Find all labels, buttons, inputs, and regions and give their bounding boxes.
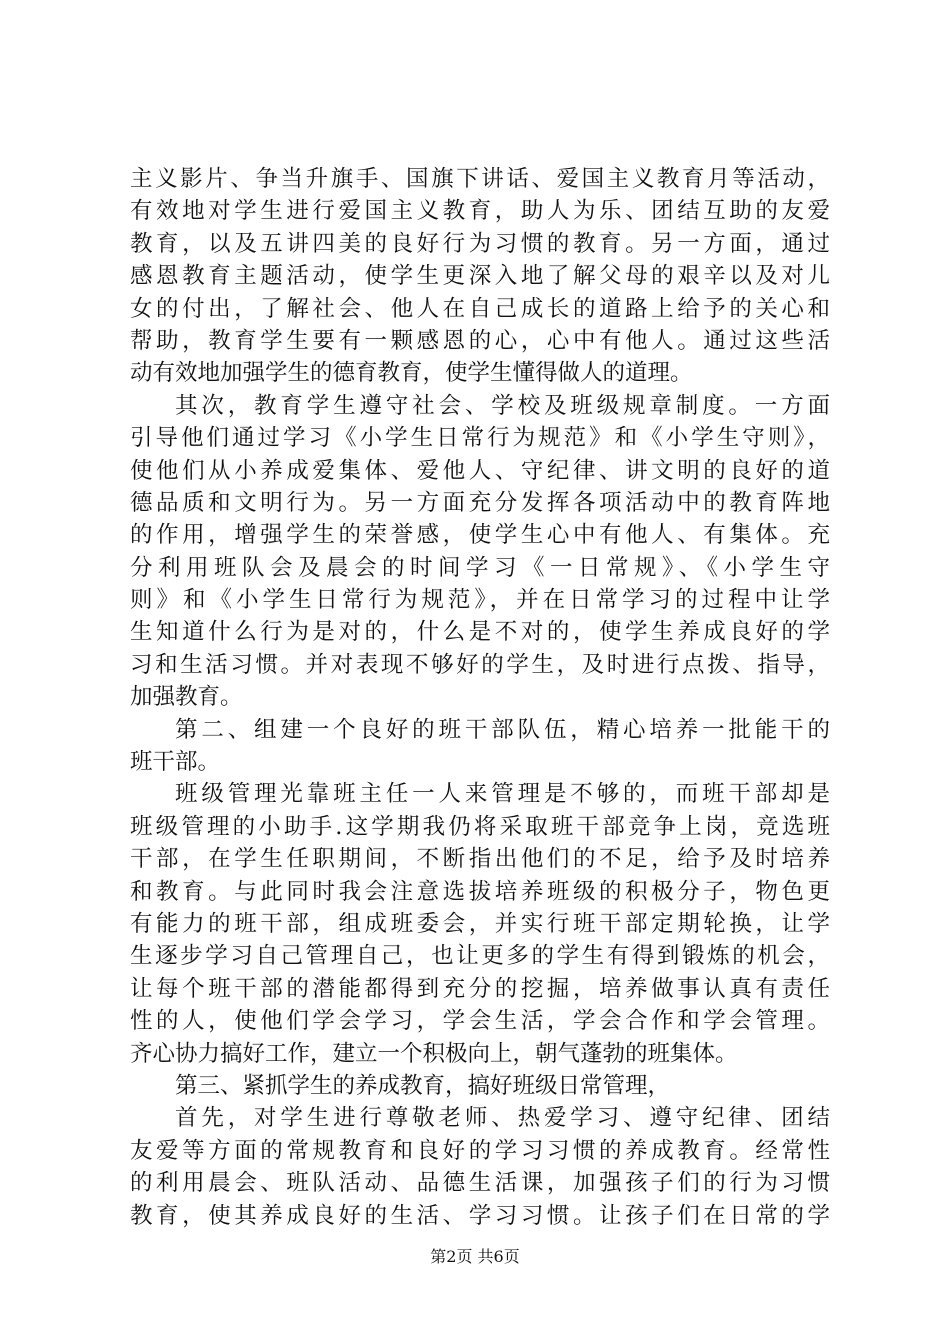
text-line: 性的人，使他们学会学习，学会生活，学会合作和学会管理。 — [130, 1008, 830, 1035]
text-line: 有能力的班干部，组成班委会，并实行班干部定期轮换，让学 — [130, 910, 830, 937]
text-line: 生逐步学习自己管理自己，也让更多的学生有得到锻炼的机会， — [130, 943, 830, 970]
text-line: 女的付出，了解社会、他人在自己成长的道路上给予的关心和 — [130, 295, 830, 322]
text-line: 使他们从小养成爱集体、爱他人、守纪律、讲文明的良好的道 — [130, 457, 830, 484]
text-line: 生知道什么行为是对的，什么是不对的，使学生养成良好的学 — [130, 619, 830, 646]
page-footer: 第2页 共6页 — [430, 1247, 520, 1266]
text-line: 帮助，教育学生要有一颗感恩的心，心中有他人。通过这些活 — [130, 327, 830, 354]
text-line: 齐心协力搞好工作，建立一个积极向上，朝气蓬勃的班集体。 — [130, 1040, 738, 1067]
text-line: 分利用班队会及晨会的时间学习《一日常规》、《小学生守 — [130, 554, 830, 581]
text-line: 德品质和文明行为。另一方面充分发挥各项活动中的教育阵地 — [130, 489, 830, 516]
text-line: 习和生活习惯。并对表现不够好的学生，及时进行点拨、指导， — [130, 651, 830, 678]
text-line: 动有效地加强学生的德育教育，使学生懂得做人的道理。 — [130, 360, 693, 387]
text-line: 则》和《小学生日常行为规范》，并在日常学习的过程中让学 — [130, 587, 830, 614]
text-line: 引导他们通过学习《小学生日常行为规范》和《小学生守则》， — [130, 425, 830, 452]
text-line: 教育，使其养成良好的生活、学习习惯。让孩子们在日常的学 — [130, 1202, 830, 1229]
text-line: 的利用晨会、班队活动、品德生活课，加强孩子们的行为习惯 — [130, 1170, 830, 1197]
text-line: 的作用，增强学生的荣誉感，使学生心中有他人、有集体。充 — [130, 522, 830, 549]
text-line: 首先，对学生进行尊敬老师、热爱学习、遵守纪律、团结 — [175, 1105, 830, 1132]
text-line: 班级管理的小助手.这学期我仍将采取班干部竞争上岗，竞选班 — [130, 813, 830, 840]
text-line: 第二、组建一个良好的班干部队伍，精心培养一批能干的 — [175, 716, 830, 743]
text-line: 干部，在学生任职期间，不断指出他们的不足，给予及时培养 — [130, 846, 830, 873]
text-line: 有效地对学生进行爱国主义教育，助人为乐、团结互助的友爱 — [130, 198, 830, 225]
text-line: 加强教育。 — [130, 684, 243, 711]
text-line: 和教育。与此同时我会注意选拔培养班级的积极分子，物色更 — [130, 878, 830, 905]
text-line: 班级管理光靠班主任一人来管理是不够的，而班干部却是 — [175, 781, 830, 808]
text-line: 让每个班干部的潜能都得到充分的挖掘，培养做事认真有责任 — [130, 975, 830, 1002]
text-line: 友爱等方面的常规教育和良好的学习习惯的养成教育。经常性 — [130, 1137, 830, 1164]
text-line: 第三、紧抓学生的养成教育，搞好班级日常管理， — [175, 1072, 671, 1099]
text-line: 其次，教育学生遵守社会、学校及班级规章制度。一方面 — [175, 392, 830, 419]
text-line: 教育，以及五讲四美的良好行为习惯的教育。另一方面，通过 — [130, 230, 830, 257]
body-text — [130, 163, 830, 1232]
text-line: 主义影片、争当升旗手、国旗下讲话、爱国主义教育月等活动， — [130, 166, 830, 192]
text-line: 感恩教育主题活动，使学生更深入地了解父母的艰辛以及对儿 — [130, 263, 830, 290]
text-line: 班干部。 — [130, 749, 221, 776]
